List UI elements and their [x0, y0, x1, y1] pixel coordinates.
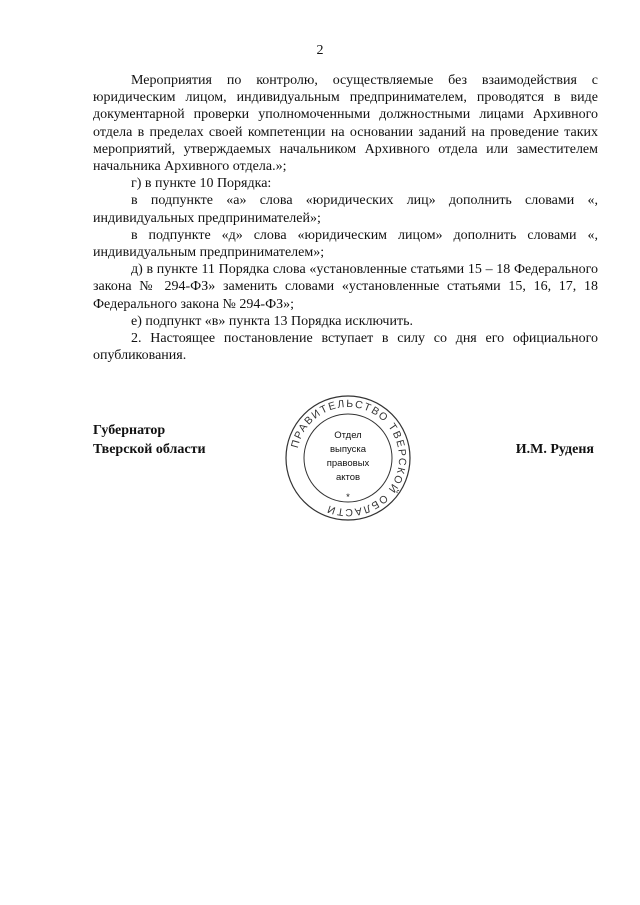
paragraph-effective-date: 2. Настоящее постановление вступает в силу со дня его официального опубликования.: [93, 331, 598, 364]
paragraph-control-measures: Мероприятия по контролю, осуществляемые без взаимодействия с юридическим лицом, индивидуальным предпринимателем, проводятся в виде документарной проверки уполномоченными должностными лицами Архивного отдела в пределах своей компетенции на основании заданий на проведение таких мероприятий, утверждаемых начальником Архивного отдела или заместителем начальника Архивного отдела.»;: [93, 73, 598, 175]
stamp-ring-text: ПРАВИТЕЛЬСТВО ТВЕРСКОЙ ОБЛАСТИ: [289, 397, 409, 519]
signatory-title: [93, 421, 206, 459]
paragraph-item-g: г) в пункте 10 Порядка:: [131, 176, 272, 192]
official-stamp: [283, 393, 413, 523]
stamp-line-4: актов: [335, 472, 361, 483]
document-body: [93, 72, 598, 364]
signatory-name: И.М. Руденя: [515, 442, 594, 457]
signatory-title-line2: Тверской области: [93, 442, 206, 457]
stamp-line-1: Отдел: [334, 430, 362, 441]
paragraph-subitem-d: в подпункте «д» слова «юридическим лицом» дополнить словами «, индивидуальным предпринимателем»;: [93, 227, 598, 261]
paragraph-subitem-a: в подпункте «а» слова «юридических лиц» дополнить словами «, индивидуальных предпринимателей»;: [93, 193, 598, 226]
paragraph-item-e: е) подпункт «в» пункта 13 Порядка исключить.: [131, 313, 413, 329]
stamp-line-2: выпуска: [329, 444, 367, 455]
stamp-center-text: [283, 429, 413, 505]
paragraph-item-d: д) в пункте 11 Порядка слова «установленные статьями 15 – 18 Федерального закона № 294-ФЗ» заменить словами «установленные статьями 15, 16, 17, 18 Федерального закона № 294-ФЗ»;: [93, 262, 598, 312]
stamp-star: *: [346, 492, 350, 503]
page-number: 2: [316, 43, 324, 58]
stamp-line-3: правовых: [326, 458, 370, 469]
signatory-title-line1: Губернатор: [93, 423, 166, 438]
